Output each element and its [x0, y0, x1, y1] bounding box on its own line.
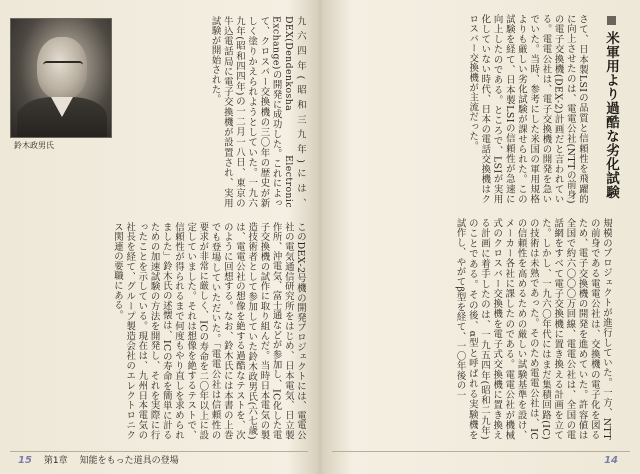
- footer-rule: [10, 451, 308, 452]
- section-heading-text: 米軍用より過酷な劣化試験: [603, 31, 619, 199]
- footer-rule-right: [332, 451, 630, 452]
- chapter-title: 知能をもった道具の登場: [79, 456, 179, 466]
- right-page: [322, 0, 640, 474]
- left-page: [0, 0, 318, 474]
- left-footer: [18, 453, 179, 466]
- left-bottom-text: このDEX-2号機の開発プロジェクトには、電電公社の電気通信研究所をはじめ、日本電気、日立製作所、沖電気、富士通などが参加し、IC化した電子交換機の試作に取り組んだ。当時日本電気の製造技術者として参加していた鈴木政男氏(六七歳)は、電電公社の想像を絶する過酷なテストを、次のように回想する。なお、鈴木氏には本書の上巻でも登場していただいた。「電電公社は信頼性の要求が非常に厳しく、ICの寿命を二〇年以上に設定していました。それは想像を絶するテストで、信頼性が得られるまで何度もやり直しを求められました」鈴木氏の述懐は、ICの寿命を簡単に計るための加速試験の方法を開発し、それを実際に行ったことを示している。現在は、九州日本電気の社長を経て、グループ製造会社のエレクトロニクス関連の要職にある。: [111, 222, 306, 440]
- page-number-left: 15: [18, 455, 32, 466]
- left-top-text: 九六四年(昭和三九年)には、DEX(Dendenkosha Electronic Exchange)の開発に成功した。これによって、クロスバー交換機の三〇年の歴史が新しく塗りかえられようとしていた。一九六九年(昭和四四年)の一二月一八日、東京の牛込電話局に電子交換機が設置され、実用試験が開始された。: [209, 16, 306, 208]
- right-footer: [604, 455, 618, 466]
- page-number-right: 14: [604, 455, 618, 466]
- chapter-label: 第1章: [43, 456, 68, 466]
- heading-square-icon: [607, 16, 616, 25]
- right-top-text: さて、日本製LSIの品質と信頼性を飛躍的に向上させたのは、電電公社(NTTの前身)の電子交換機(DEX-2)計画だと言われている。電電公社は、電子交換機の開発を急いでいた。当時、参考にした米国の軍用規格よりも厳しい劣化試験が課せられた。この試験を経て、日本製LSIの信頼性が急速に向上したのである。ところで、LSIが実用化していない時代、日本の電話交換機はクロスバー交換機が主流だった。: [467, 14, 588, 204]
- right-bottom-text: 規模のプロジェクトが進行していた。一方、NTTの前身である電電公社は、交換機の電子化を図るため、電子交換機の開発を進めていた。許容値は全国で約六〇〇〇万回線、電電公社は、全国の電話網をすべて電子交換機に置き換える計画を立てた。しかし、一九六〇年代にはまだ集積回路(IC)の技術は未熟であった。そのため電電公社は、ICの信頼性を高めるための厳しい試験基準を設け、メーカー各社に課したのである。電電公社が機械式のクロスバー交換機を電子式交換機に置き換える計画に着手したのは、一九五四年(昭和二九年)のことである。その後、α型と呼ばれる実験機を試作し、やがてβ型を経て、一〇年後の一: [454, 218, 612, 440]
- portrait-photo: [10, 18, 112, 138]
- photo-caption: 鈴木政男氏: [14, 141, 54, 150]
